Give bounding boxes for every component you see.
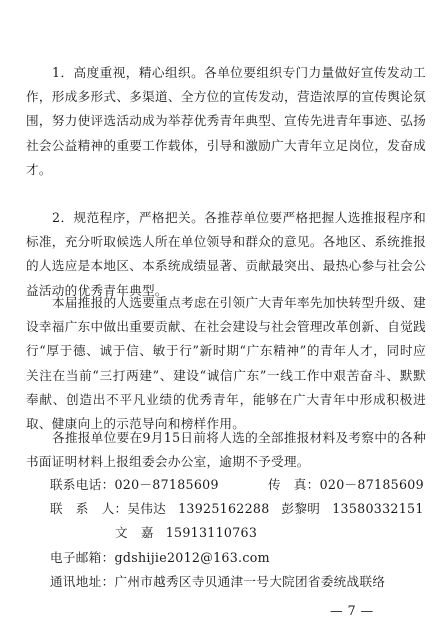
address-value: 广州市越秀区寺贝通津一号大院团省委统战联络 — [114, 574, 386, 589]
person3-phone: 15913110763 — [165, 525, 258, 540]
phone-label: 联系电话： — [50, 477, 115, 492]
person1-phone: 13925162288 — [178, 501, 270, 516]
person-label: 联 系 人： — [50, 501, 128, 516]
paragraph-text: 本届推报的人选要重点考虑在引领广大青年率先加快转型升级、建设幸福广东中做出重要贡献、在社会建设与社会管理改革创新、自觉践行“厚于德、诚于信、敏于行”新时期“广东精神”的青年人才，同时应关注在当前“三打两建”、建设“诚信广东”一线工作中艰苦奋斗、默默奉献、创造出不平凡业绩的优秀青年，能够在广大青年中形成积极进取、健康向上的示范导向和榜样作用。 — [26, 295, 426, 432]
paragraph-publicity — [26, 61, 426, 182]
paragraph-text: 各推报单位要在9月15日前将人选的全部推报材料及考察中的各种书面证明材料上报组委会办公室，逾期不予受理。 — [26, 430, 426, 470]
page-number: — 7 — — [330, 603, 374, 618]
person3-name: 文 嘉 — [115, 525, 154, 540]
contact-person-3 — [115, 522, 257, 541]
contact-persons — [50, 498, 424, 517]
contact-address — [50, 571, 385, 590]
paragraph-deadline — [26, 426, 426, 474]
phone-value: 020－87185609 — [114, 477, 219, 492]
contact-email — [50, 547, 270, 566]
person2-name: 彭黎明 — [281, 501, 321, 516]
person1-name: 吴伟达 — [127, 501, 167, 516]
paragraph-candidates — [26, 291, 426, 436]
fax-value: 020－87185609 — [319, 477, 424, 492]
paragraph-text: 1．高度重视，精心组织。各单位要组织专门力量做好宣传发动工作，形成多形式、多渠道、全方位的宣传发动，营造浓厚的宣传舆论氛围，努力使评选活动成为举荐优秀青年典型、宣传先进青年事迹、弘扬社会公益精神的重要工作载体，引导和激励广大青年立足岗位，发奋成才。 — [26, 65, 426, 177]
contact-fax — [268, 474, 424, 493]
contact-phone — [50, 474, 219, 493]
email-value: gdshijie2012@163.com — [114, 550, 270, 565]
email-label: 电子邮箱： — [50, 550, 115, 565]
paragraph-text: 2．规范程序，严格把关。各推荐单位要严格把握人选推报程序和标准，充分听取候选人所在单位领导和群众的意见。各地区、系统推报的人选应是本地区、本系统成绩显著、贡献最突出、最热心参与社会公益活动的优秀青年典型。 — [26, 210, 426, 298]
person2-phone: 13580332151 — [332, 501, 424, 516]
paragraph-procedure — [26, 206, 426, 303]
fax-label: 传 真： — [268, 477, 320, 492]
address-label: 通讯地址： — [50, 574, 115, 589]
